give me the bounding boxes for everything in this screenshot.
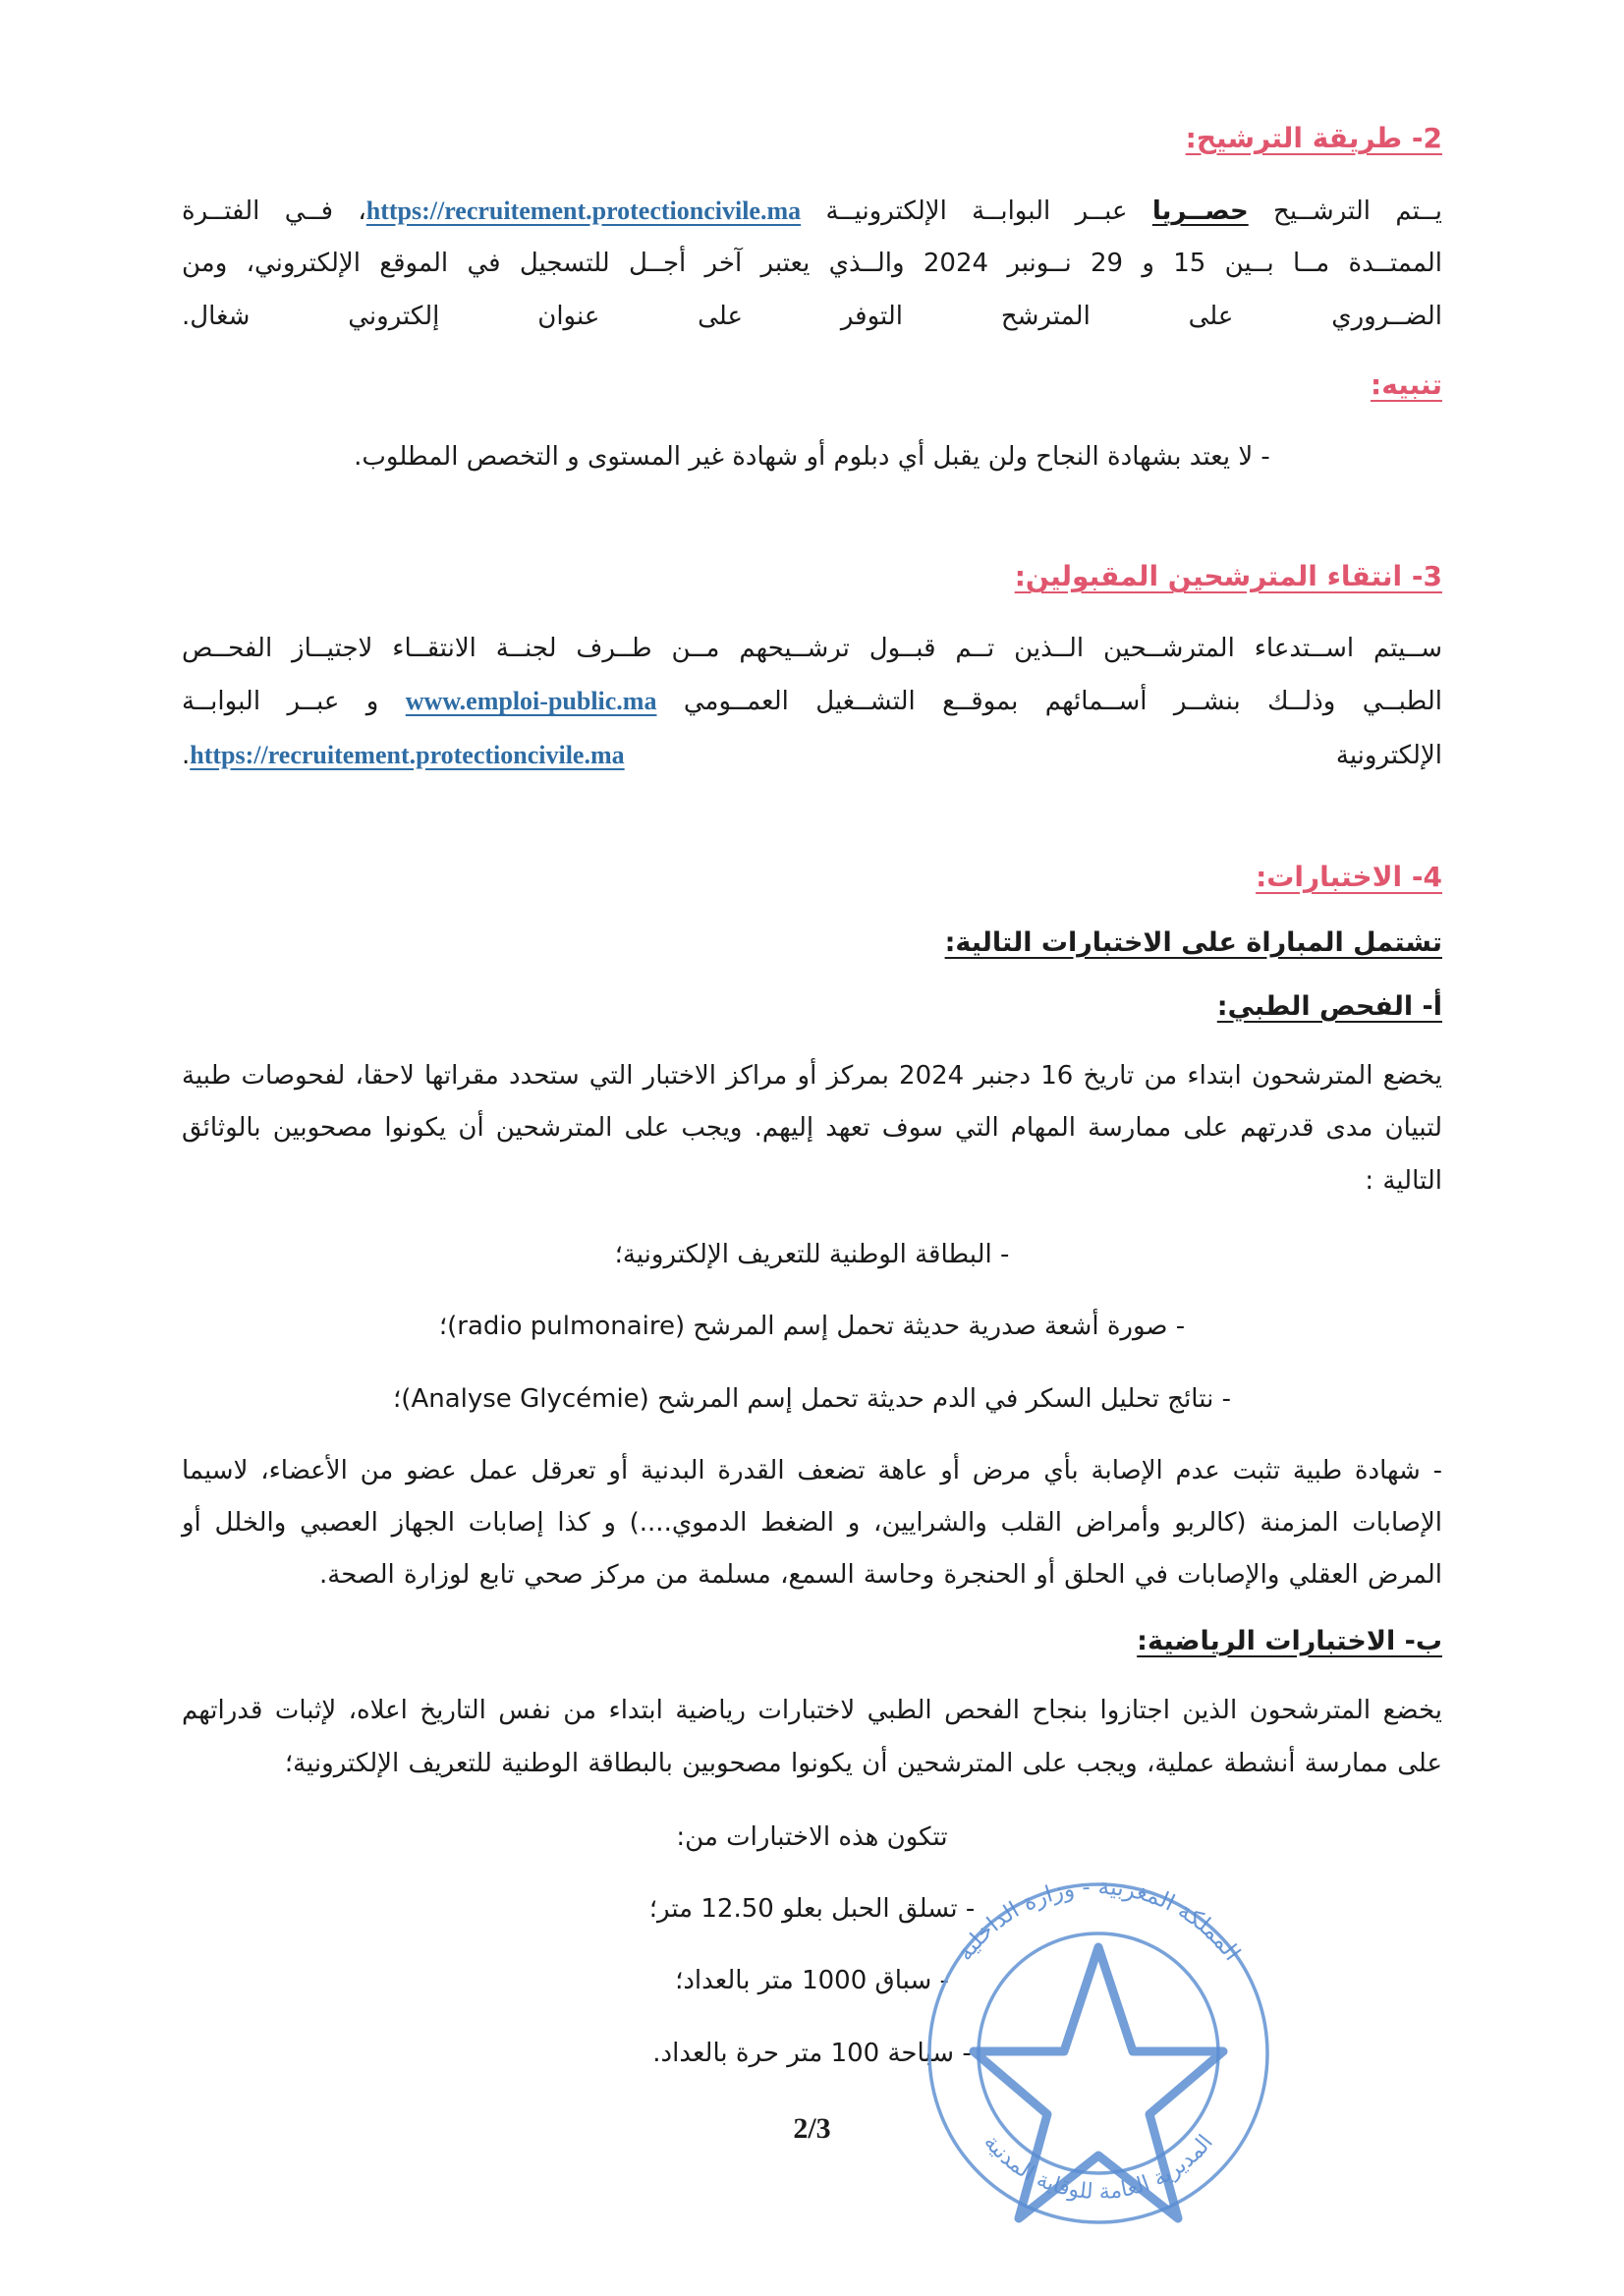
section-heading-tests: 4- الاختبارات: <box>1256 861 1442 894</box>
page-number: 2/3 <box>793 2112 831 2145</box>
medical-exam-paragraph: يخضع المترشحون ابتداء من تاريخ 16 دجنبر 2024 بمركز أو مراكز الاختبار التي ستحدد مقراتها لاحقا، لفحوصات طبية لتبيان مدى قدرتهم على ممارسة المهام التي سوف تعهد إليهم. ويجب على المترشحين أن يكونوا مصحوبين بالوثائق التالية : <box>182 1061 1443 1196</box>
application-method-text-part3: ، فــي الفتــرة الممتــدة مــا بــين 15 و 29 نــونبر 2024 والــذي يعتبر آخر أجــل للتسجيل في الموقع الإلكتروني، ومن الضــروري على المترشح التوفر على عنوان إلكتروني شغال. <box>182 196 1443 331</box>
recruitment-portal-link-2[interactable]: https://recruitement.protectioncivile.ma <box>190 740 625 769</box>
sports-test-item: - تسلق الحبل بعلو 12.50 متر؛ <box>648 1894 976 1925</box>
sports-test-item: - سباق 1000 متر بالعداد؛ <box>675 1966 949 1996</box>
sports-tests-list-intro: تتكون هذه الاختبارات من: <box>676 1821 948 1852</box>
pentagram-star-icon <box>974 1947 1223 2218</box>
seal-top-text: المملكة المغربية - وزارة الداخلية <box>952 1874 1246 1966</box>
medical-document-item: - نتائج تحليل السكر في الدم حديثة تحمل إسم المرشح (Analyse Glycémie)؛ <box>393 1383 1231 1414</box>
emploi-public-link[interactable]: www.emploi-public.ma <box>405 687 657 716</box>
section-heading-application-method: 2- طريقة الترشيح: <box>1185 122 1442 154</box>
selection-text-part2: و عبــر البوابــة الإلكترونية <box>182 687 1442 770</box>
tests-subheading: تشتمل المباراة على الاختبارات التالية: <box>944 927 1442 959</box>
selection-text-part1: ســيتم اســتدعاء المترشــحين الــذين تــم قبــول ترشــيحهم مــن طــرف لجنــة الانتقــاء لاجتيــاز الفحــص الطبــي وذلــك بنشــر أســمائهم بموقــع التشــغيل العمــومي <box>182 634 1442 717</box>
application-method-text-part2: عبــر البوابــة الإلكترونيــة <box>801 196 1152 226</box>
selection-text-part3: . <box>182 740 191 770</box>
medical-document-item: - صورة أشعة صدرية حديثة تحمل إسم المرشح (radio pulmonaire)؛ <box>438 1312 1186 1342</box>
sports-test-item: - سباحة 100 متر حرة بالعداد. <box>652 2038 972 2068</box>
subsection-heading-sports-tests: ب- الاختبارات الرياضية: <box>1137 1625 1442 1656</box>
selection-paragraph <box>182 623 1442 782</box>
medical-document-item: - البطاقة الوطنية للتعريف الإلكترونية؛ <box>614 1239 1010 1269</box>
section-heading-selection: 3- انتقاء المترشحين المقبولين: <box>1014 560 1442 593</box>
spacer <box>182 804 1442 857</box>
section-heading-warning: تنبيه: <box>1371 367 1442 401</box>
sports-tests-paragraph: يخضع المترشحون الذين اجتازوا بنجاح الفحص الطبي لاختبارات رياضية ابتداء من نفس التاريخ اعلاه، لإثبات قدراتهم على ممارسة أنشطة عملية، ويجب على المترشحين أن يكونوا مصحوبين بالبطاقة الوطنية للتعريف الإلكترونية؛ <box>182 1696 1442 1778</box>
application-method-paragraph <box>182 185 1442 343</box>
official-seal-stamp <box>892 1847 1305 2260</box>
spacer <box>182 503 1442 556</box>
subsection-heading-medical-exam: أ- الفحص الطبي: <box>1216 990 1442 1022</box>
recruitment-portal-link[interactable]: https://recruitement.protectioncivile.ma <box>365 196 802 225</box>
medical-document-item: - شهادة طبية تثبت عدم الإصابة بأي مرض أو عاهة تضعف القدرة البدنية أو تعرقل عمل عضو من الأعضاء، لاسيما الإصابات المزمنة (كالربو وأمراض القلب والشرايين، و الضغط الدموي....) و كذا إصابات الجهاز العصبي والخلل أو المرض العقلي والإصابات في الحلق أو الحنجرة وحاسة السمع، مسلمة من مركز صحي تابع لوزارة الصحة. <box>182 1455 1442 1591</box>
seal-bottom-text: المديرية العامة للوقاية المدنية <box>979 2130 1218 2206</box>
warning-item: - لا يعتد بشهادة النجاح ولن يقبل أي دبلوم أو شهادة غير المستوى و التخصص المطلوب. <box>354 441 1270 472</box>
application-method-text-part1: يــتم الترشــيح <box>1248 196 1442 226</box>
application-method-emphasis: حصــريا <box>1151 196 1249 226</box>
